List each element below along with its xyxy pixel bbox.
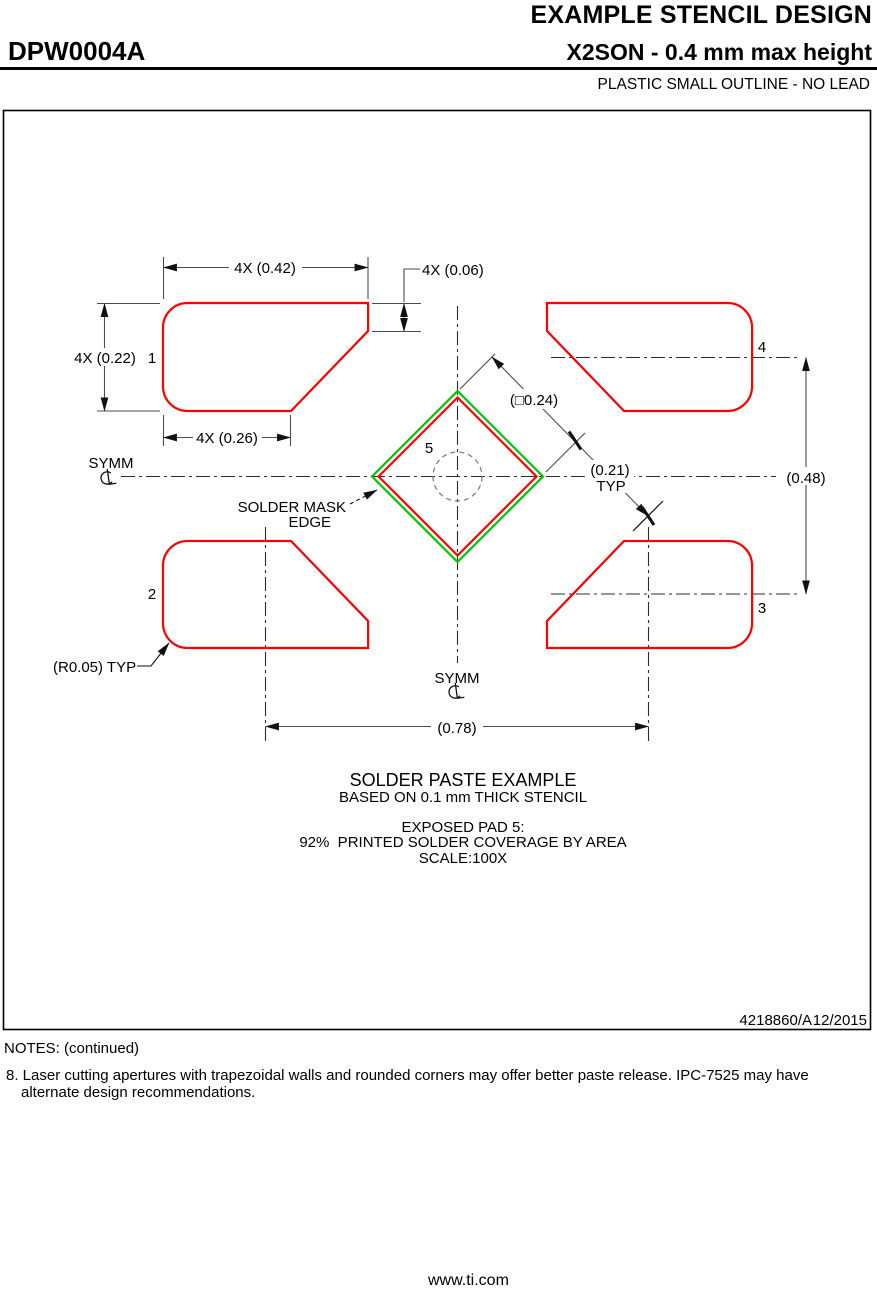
caption-scale: SCALE:100X (418, 850, 508, 867)
doc-number: 4218860/A (739, 1012, 812, 1029)
dim-label-center-pad-size: (□0.24) (509, 392, 559, 409)
ext-line-diamond-right (546, 433, 585, 472)
caption-coverage: 92% PRINTED SOLDER COVERAGE BY AREA (299, 834, 627, 851)
doc-date: 12/2015 (812, 1012, 867, 1029)
dim-label-chamfer: (0.21) (590, 462, 630, 479)
solder-mask-label-line2: EDGE (288, 514, 331, 531)
package-type: PLASTIC SMALL OUTLINE - NO LEAD (597, 76, 870, 93)
dim-label-side-height: 4X (0.22) (74, 350, 136, 367)
dimension-lines (97, 257, 806, 727)
symm-label-left: SYMM (88, 455, 134, 472)
dim-label-edge-height: 4X (0.06) (422, 262, 484, 279)
part-number: DPW0004A (8, 36, 146, 66)
solder-mask-leader (350, 490, 377, 504)
package-subtitle: X2SON - 0.4 mm max height (566, 39, 872, 65)
leader-edge-height (404, 269, 420, 302)
dim-label-bottom-width: 4X (0.26) (196, 430, 258, 447)
drawing-border (4, 111, 871, 1030)
pad-4-number: 4 (757, 339, 767, 356)
notes-heading: NOTES: (continued) (4, 1040, 140, 1057)
dim-label-top-width: 4X (0.42) (234, 260, 296, 277)
text-masks (73, 258, 830, 735)
caption-title: SOLDER PASTE EXAMPLE (349, 770, 577, 790)
dim-label-corner-radius: (R0.05) TYP (53, 659, 137, 676)
solder-mask-label-line1: SOLDER MASK (237, 499, 346, 516)
symm-label-bottom: SYMM (434, 670, 480, 687)
footer-url: www.ti.com (428, 1272, 509, 1289)
pad-1-number: 1 (147, 350, 157, 367)
pad-5-number: 5 (424, 440, 434, 457)
dim-label-vertical-pitch: (0.48) (786, 470, 826, 487)
pad-3-number: 3 (757, 600, 767, 617)
ext-line-diamond-top (460, 354, 495, 389)
caption-stencil-thickness: BASED ON 0.1 mm THICK STENCIL (338, 789, 588, 806)
dim-label-chamfer-typ: TYP (596, 478, 626, 495)
caption-exposed-pad: EXPOSED PAD 5: (401, 819, 525, 836)
corner-radius-leader (137, 643, 169, 666)
tick-mark (642, 507, 654, 525)
dim-label-horizontal-pitch: (0.78) (437, 720, 477, 737)
pad-1-aperture (163, 303, 368, 411)
page-title: EXAMPLE STENCIL DESIGN (530, 1, 872, 29)
pad-2-number: 2 (147, 586, 157, 603)
note-8: 8. Laser cutting apertures with trapezoidal walls and rounded corners may offer better paste release. IPC-7525 may have alternate design recommendations. (6, 1067, 809, 1101)
